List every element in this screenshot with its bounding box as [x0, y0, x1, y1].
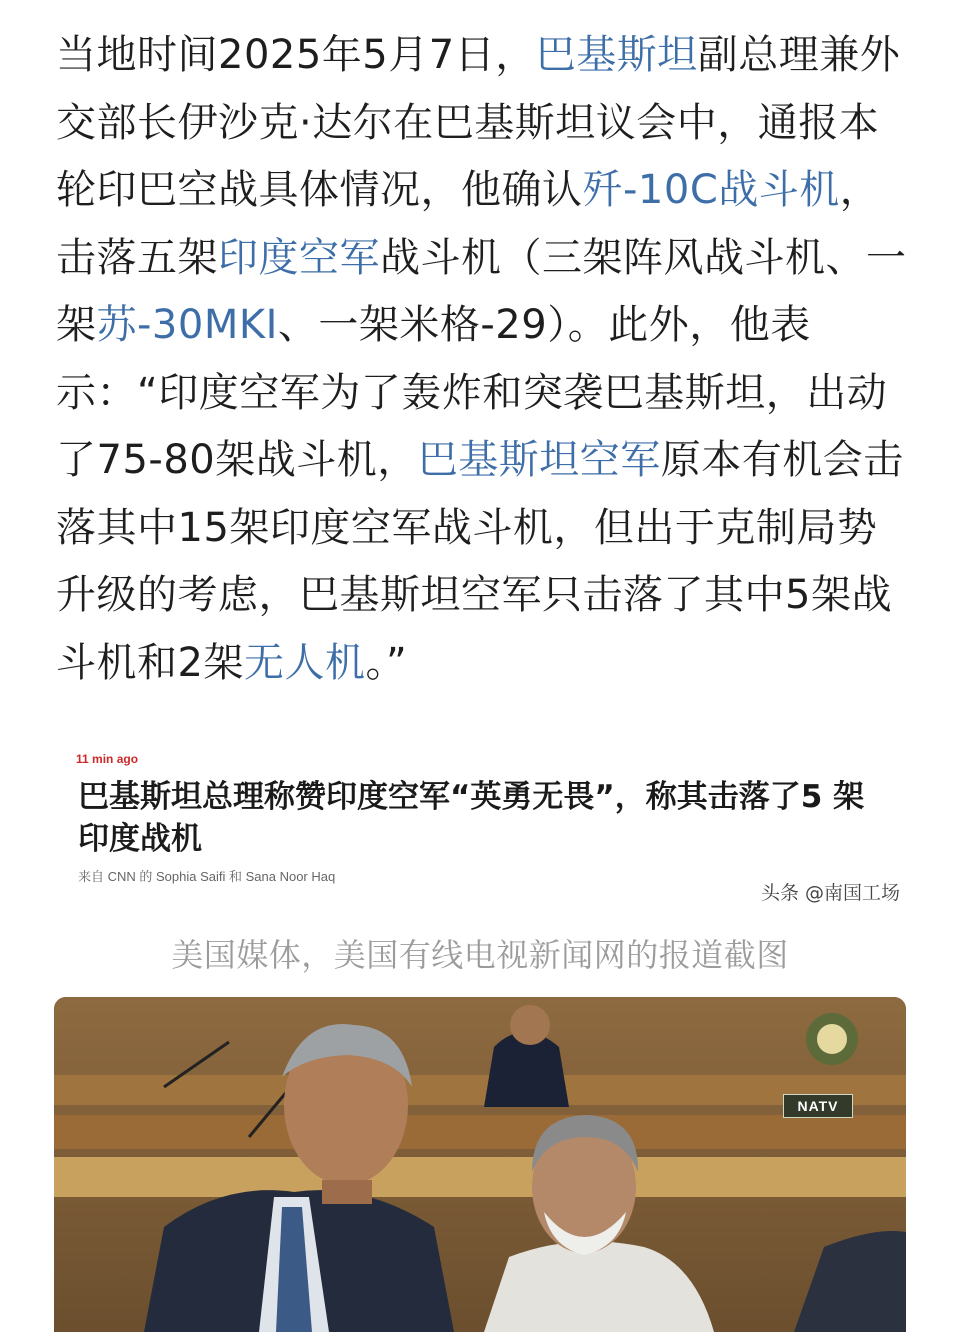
news-byline: 来自 CNN 的 Sophia Saifi 和 Sana Noor Haq	[78, 869, 336, 884]
article-text: 战斗机（三架阵风战斗机、一架	[56, 234, 907, 348]
news-timestamp: 11 min ago	[76, 752, 139, 766]
article-link[interactable]: 无人机	[243, 639, 366, 686]
article-text: 。”	[365, 639, 408, 686]
article-text: 副总理兼外交部长伊沙克·达尔在巴基斯坦议会中，通报本轮印巴空战具体情况，他确认	[56, 32, 901, 213]
article-link[interactable]: 苏-30MKI	[96, 302, 278, 348]
article-text: 当地时间2025年5月7日，	[56, 32, 536, 78]
news-headline: 巴基斯坦总理称赞印度空军“英勇无畏”，称其击落了5 架印度战机	[78, 779, 865, 857]
article-text: ，击落五架	[56, 167, 881, 281]
parliament-photo[interactable]	[54, 997, 906, 1332]
article-text: 原本有机会击落其中15架印度空军战斗机，但出于克制局势升级的考虑，巴基斯坦空军只击落了其中5架战斗机和2架	[56, 437, 904, 686]
news-screenshot-card	[56, 736, 906, 914]
parliament-scene-illustration	[54, 997, 906, 1332]
article-body	[56, 22, 916, 697]
image-caption: 美国媒体，美国有线电视新闻网的报道截图	[171, 936, 789, 974]
source-watermark: 头条 @南国工场	[760, 882, 900, 904]
article-text: 、一架米格-29）。此外，他表示：“印度空军为了轰炸和突袭巴基斯坦，出动了75-80架战斗机，	[56, 302, 888, 483]
article-link[interactable]: 印度空军	[218, 234, 380, 281]
article-link[interactable]: 巴基斯坦	[535, 32, 698, 78]
article-link[interactable]: 巴基斯坦空军	[417, 437, 661, 483]
natv-channel-logo: NATV	[783, 1094, 853, 1118]
article-link[interactable]: 歼-10C战斗机	[582, 167, 840, 213]
